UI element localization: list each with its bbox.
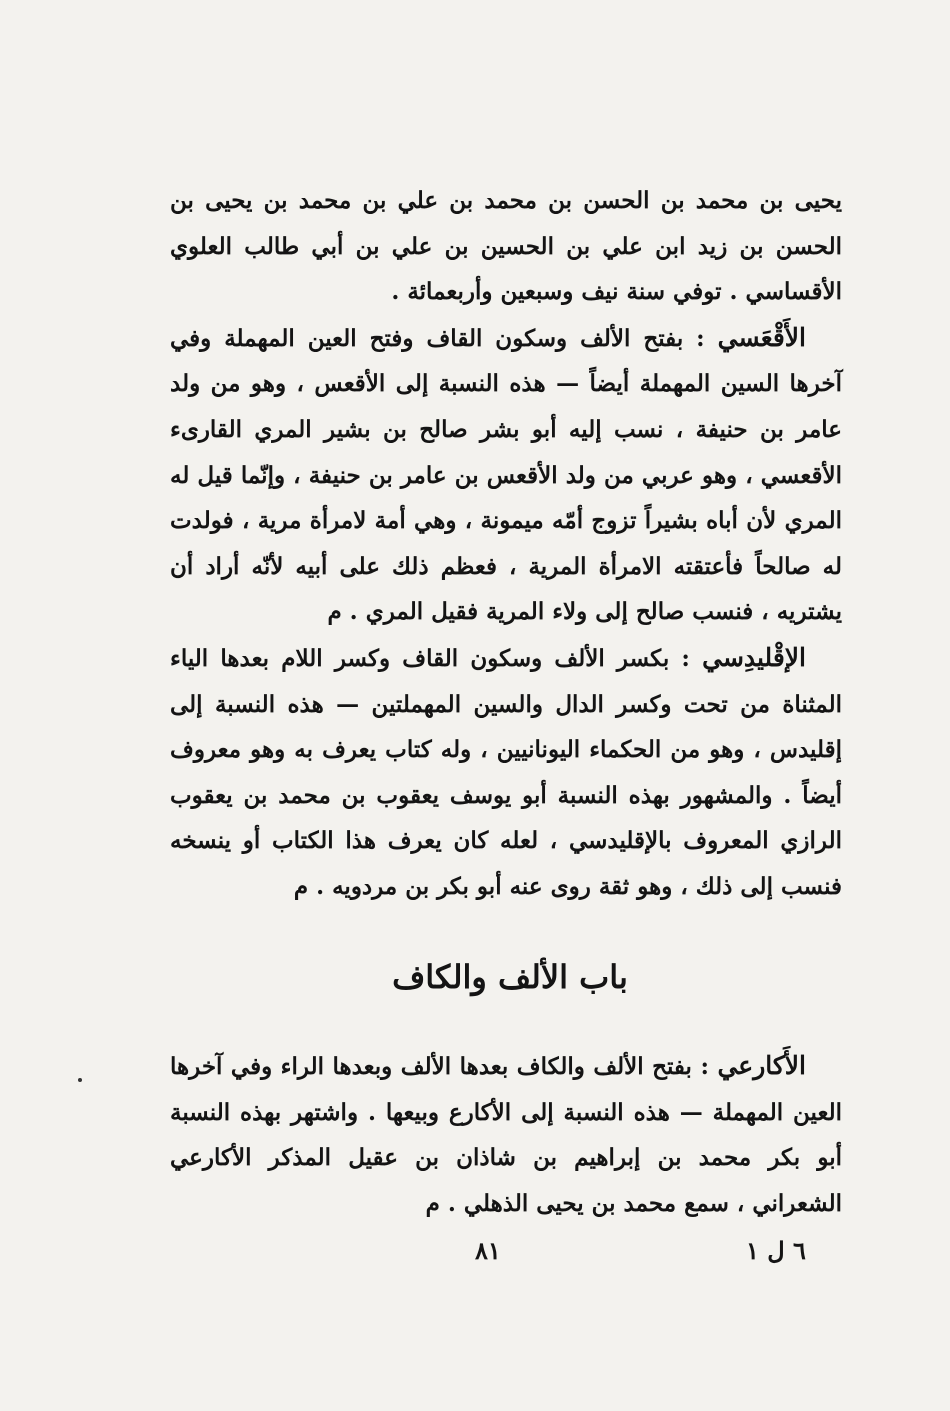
paragraph-continuation [170, 178, 842, 315]
ink-speck [78, 1078, 82, 1082]
entry-text: : بكسر الألف وسكون القاف وكسر اللام بعدها الياء المثناة من تحت وكسر الدال والسين المهملتين — هذه النسبة إلى إقليدس ، وهو من الحكماء اليونانيين ، وله كتاب يعرف به وهو معروف أيضاً . والمشهور بهذه النسبة أبو يوسف يعقوب بن محمد بن يعقوب الرازي المعروف بالإقليدسي ، لعله كان يعرف هذا الكتاب أو ينسخه فنسب إلى ذلك ، وهو ثقة روى عنه أبو بكر بن مردويه . م [170, 644, 842, 900]
entry-iqlidisi [170, 635, 842, 910]
page-number: ٨١ [475, 1236, 501, 1265]
entry-text: : بفتح الألف والكاف بعدها الألف وبعدها الراء وفي آخرها العين المهملة — هذه النسبة إلى الأكارع وبيعها . واشتهر بهذه النسبة أبو بكر محمد بن إبراهيم بن شاذان بن عقيل المذكر الأكارعي الشعراني ، سمع محمد بن يحيى الذهلي . م [170, 1053, 842, 1217]
entry-term: الأَقْعَسي [717, 322, 806, 352]
section-text [170, 1043, 842, 1226]
paragraph-text: يحيى بن محمد بن الحسن بن محمد بن علي بن محمد بن يحيى بن الحسن بن زيد ابن علي بن الحسين بن علي بن أبي طالب العلوي الأقساسي . توفي سنة نيف وسبعين وأربعمائة . [170, 187, 842, 306]
section-heading: باب الألف والكاف [392, 958, 628, 996]
entry-akaraai [170, 1043, 842, 1226]
entry-aqasi [170, 315, 842, 635]
signature-mark: ٦ ل ١ [746, 1236, 806, 1265]
entry-term: الأَكارعي [717, 1051, 806, 1080]
entry-text: : بفتح الألف وسكون القاف وفتح العين المهملة وفي آخرها السين المهملة أيضاً — هذه النسبة إلى الأقعس ، وهو من ولد عامر بن حنيفة ، نسب إليه أبو بشر صالح بن بشير المري القارىء الأقعسي ، وهو عربي من ولد الأقعس بن عامر بن حنيفة ، وإنّما قيل له المري لأن أباه بشيراً تزوج أمّه ميمونة ، وهي أمة لامرأة مرية ، فولدت له صالحاً فأعتقته الامرأة المرية ، فعظم ذلك على أبيه لأنّه أراد أن يشتريه ، فنسب صالح إلى ولاء المرية فقيل المري . م [170, 324, 842, 626]
page-footer [0, 1236, 950, 1276]
main-text [170, 178, 842, 910]
entry-term: الإقْليدِسي [702, 642, 806, 672]
